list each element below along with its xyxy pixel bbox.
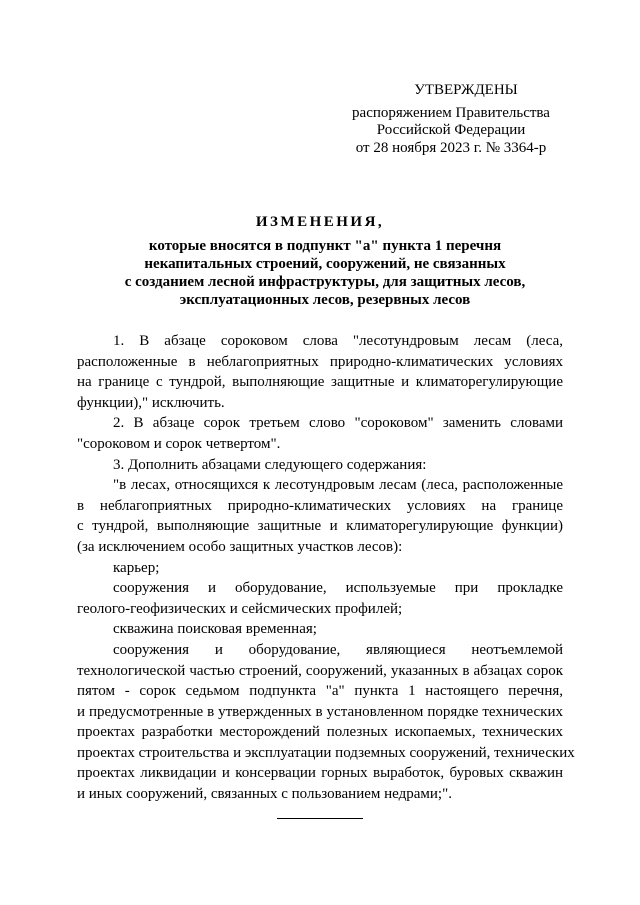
body-line: технологической частью строений, сооружений, указанных в абзацах сорок (77, 662, 563, 679)
document-subtitle (60, 237, 590, 309)
body-line: сооружения и оборудование, являющиеся неотъемлемой (113, 641, 563, 658)
body-line: сооружения и оборудование, используемые при прокладке (113, 580, 563, 597)
body-line: проектах строительства и эксплуатации подземных сооружений, технических (77, 744, 575, 761)
body-line: (за исключением особо защитных участков лесов): (77, 538, 403, 555)
footer-separator (277, 818, 363, 819)
body-line: на границе с тундрой, выполняющие защитные и климаторегулирующие (77, 374, 563, 391)
body-line: 3. Дополнить абзацами следующего содержания: (113, 456, 427, 473)
body-line: геолого-геофизических и сейсмических профилей; (77, 600, 403, 617)
body-line: "сороковом и сорок четвертом". (77, 435, 281, 452)
approval-block (340, 82, 562, 157)
body-line: в неблагоприятных природно-климатических условиях на границе (77, 497, 563, 514)
body-line: карьер; (113, 559, 160, 576)
body-line: 1. В абзаце сороковом слова "лесотундровым лесам (леса, (113, 333, 563, 349)
subtitle-line: эксплуатационных лесов, резервных лесов (179, 292, 471, 308)
document-title: ИЗМЕНЕНИЯ, (255, 214, 385, 230)
body-line: функции)," исключить. (77, 394, 225, 411)
body-line: и иных сооружений, связанных с пользованием недрами;". (77, 786, 452, 803)
body-line: и предусмотренные в утвержденных в установленном порядке технических (77, 703, 563, 720)
body-line: расположенные в неблагоприятных природно-климатических условиях (77, 353, 563, 370)
subtitle-line: с созданием лесной инфраструктуры, для защитных лесов, (124, 274, 526, 290)
body-line: с тундрой, выполняющие защитные и климаторегулирующие функции) (77, 518, 563, 535)
approval-heading: УТВЕРЖДЕНЫ (414, 82, 518, 98)
subtitle-line: которые вносятся в подпункт "а" пункта 1 перечня (148, 238, 502, 254)
approval-line: от 28 ноября 2023 г. № 3364-р (355, 139, 547, 156)
approval-line: распоряжением Правительства (352, 104, 550, 121)
document-body (77, 331, 575, 805)
body-line: пятом - сорок седьмом подпункта "а" пункта 1 настоящего перечня, (77, 683, 563, 700)
approval-line: Российской Федерации (376, 122, 526, 138)
body-line: скважина поисковая временная; (113, 621, 317, 638)
body-line: проектах разработки месторождений полезных ископаемых, технических (77, 724, 563, 741)
body-line: 2. В абзаце сорок третьем слово "сороковом" заменить словами (113, 415, 563, 432)
body-line: проектах ликвидации и консервации горных выработок, буровых скважин (77, 765, 563, 782)
subtitle-line: некапитальных строений, сооружений, не связанных (144, 256, 506, 272)
body-line: "в лесах, относящихся к лесотундровым лесам (леса, расположенные (113, 477, 563, 494)
